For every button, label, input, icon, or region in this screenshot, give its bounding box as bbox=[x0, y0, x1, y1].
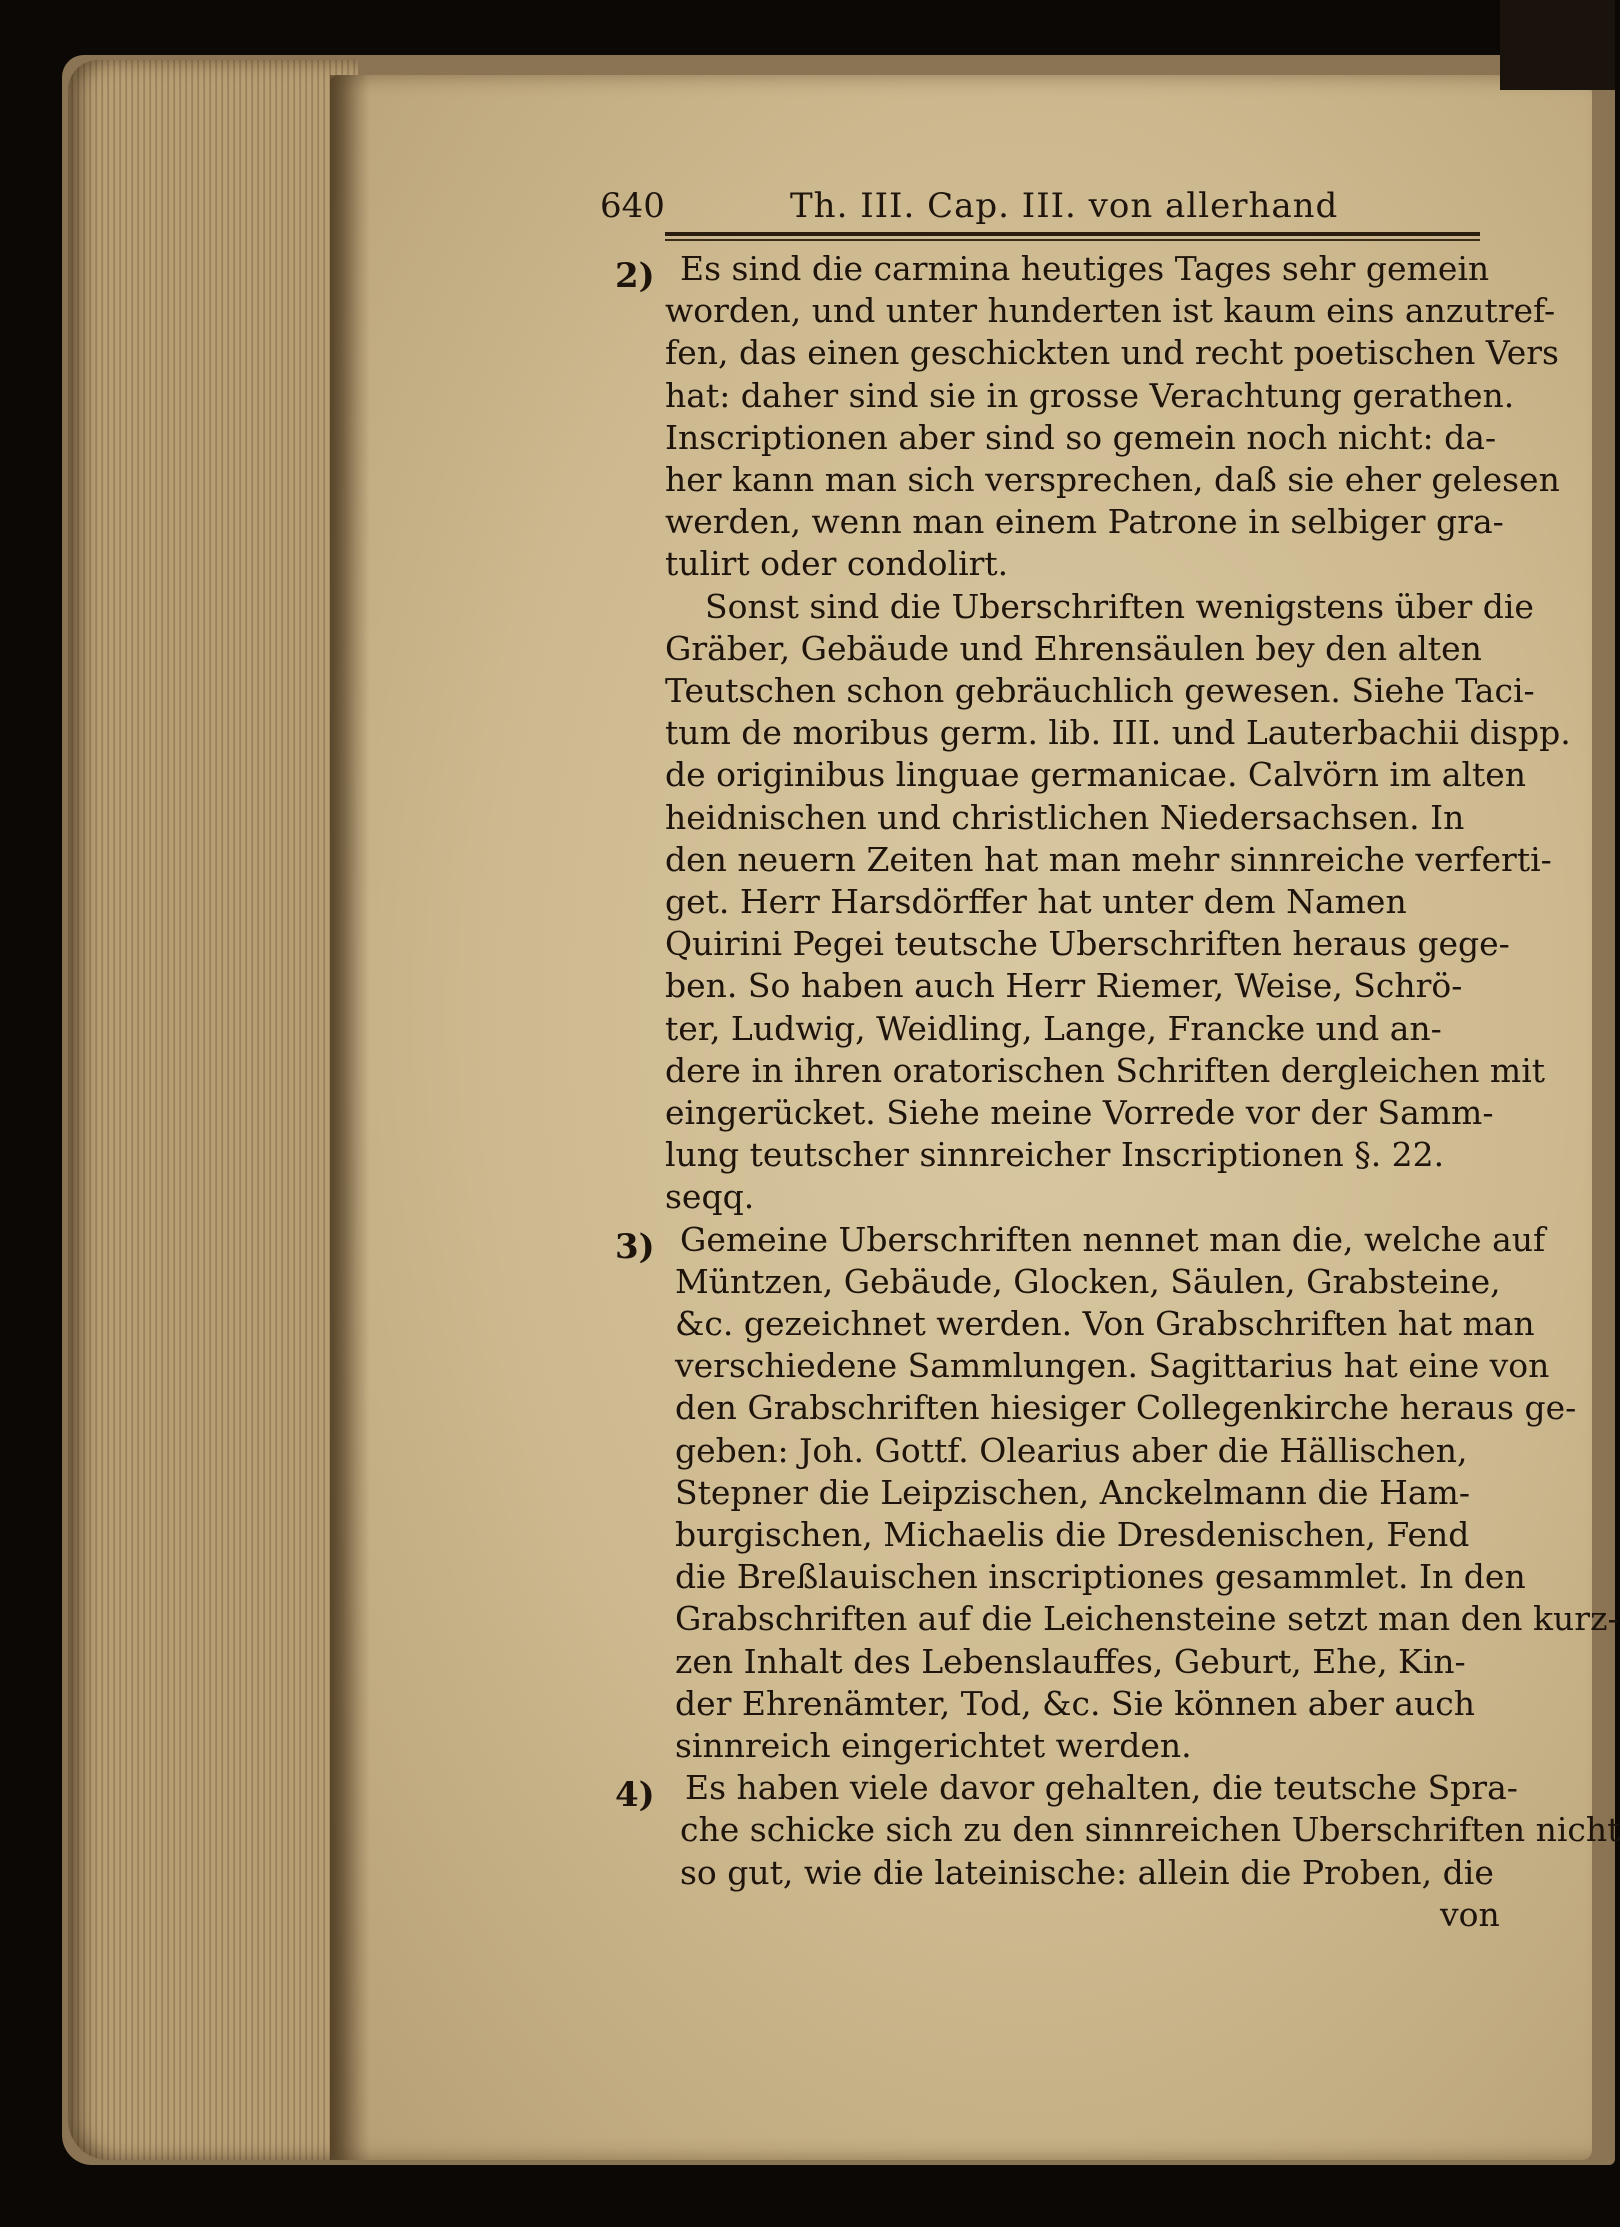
text-line: werden, wenn man einem Patrone in selbiger gra- bbox=[665, 502, 1504, 542]
text-line: worden, und unter hunderten ist kaum eins anzutref- bbox=[665, 291, 1556, 331]
text-line: seqq. bbox=[665, 1177, 755, 1217]
text-line: eingerücket. Siehe meine Vorrede vor der Samm- bbox=[665, 1093, 1494, 1132]
text-line: tulirt oder condolirt. bbox=[665, 544, 1009, 584]
text-line: &c. gezeichnet werden. Von Grabschriften hat man bbox=[675, 1304, 1535, 1343]
text-line: Es haben viele davor gehalten, die teutsche Spra- bbox=[685, 1768, 1518, 1808]
text-line: de originibus linguae germanicae. Calvörn im alten bbox=[665, 755, 1527, 795]
page-block-edges bbox=[68, 60, 358, 2160]
text-line: Sonst sind die Uberschriften wenigstens über die bbox=[705, 586, 1534, 626]
text-line: her kann man sich versprechen, daß sie eher gelesen bbox=[665, 460, 1560, 499]
text-line: verschiedene Sammlungen. Sagittarius hat eine von bbox=[675, 1346, 1550, 1386]
text-line: lung teutscher sinnreicher Inscriptionen §. 22. bbox=[665, 1135, 1445, 1175]
item-number: 3) bbox=[615, 1226, 655, 1267]
item-number: 2) bbox=[615, 256, 655, 296]
text-line: burgischen, Michaelis die Dresdenischen, Fend bbox=[675, 1515, 1470, 1554]
text-line: Es sind die carmina heutiges Tages sehr gemein bbox=[680, 249, 1490, 288]
running-header bbox=[600, 178, 1500, 238]
running-title: Th. III. Cap. III. von allerhand bbox=[790, 186, 1339, 226]
text-line: der Ehrenämter, Tod, &c. Sie können aber auch bbox=[675, 1683, 1476, 1723]
text-line: so gut, wie die lateinische: allein die Proben, die bbox=[680, 1852, 1494, 1892]
text-line: ben. So haben auch Herr Riemer, Weise, Schrö- bbox=[665, 966, 1463, 1006]
item-number: 4) bbox=[615, 1775, 655, 1816]
header-rule-thin bbox=[665, 239, 1480, 241]
text-line: get. Herr Harsdörffer hat unter dem Namen bbox=[665, 882, 1407, 921]
text-line: den neuern Zeiten hat man mehr sinnreiche verferti- bbox=[665, 839, 1552, 879]
text-line: hat: daher sind sie in grosse Verachtung gerathen. bbox=[665, 375, 1515, 415]
text-line: dere in ihren oratorischen Schriften dergleichen mit bbox=[665, 1050, 1546, 1090]
text-line: sinnreich eingerichtet werden. bbox=[675, 1726, 1192, 1765]
page-number: 640 bbox=[600, 186, 665, 226]
gutter-shadow bbox=[330, 75, 370, 2160]
text-line: ter, Ludwig, Weidling, Lange, Francke und an- bbox=[665, 1008, 1442, 1048]
text-line: Gräber, Gebäude und Ehrensäulen bey den alten bbox=[665, 628, 1482, 668]
text-line: den Grabschriften hiesiger Collegenkirche heraus ge- bbox=[675, 1388, 1577, 1428]
text-line: tum de moribus germ. lib. III. und Lauterbachii dispp. bbox=[665, 713, 1571, 753]
text-line: geben: Joh. Gottf. Olearius aber die Hällischen, bbox=[675, 1430, 1468, 1470]
text-line: die Breßlauischen inscriptiones gesammlet. In den bbox=[675, 1557, 1526, 1597]
text-line: Quirini Pegei teutsche Uberschriften heraus gege- bbox=[665, 924, 1510, 964]
header-rule bbox=[665, 232, 1480, 236]
text-line: che schicke sich zu den sinnreichen Uberschriften nicht bbox=[680, 1810, 1620, 1850]
text-line: von bbox=[1440, 1894, 1500, 1934]
text-line: Grabschriften auf die Leichensteine setzt man den kurz- bbox=[675, 1599, 1619, 1639]
text-line: zen Inhalt des Lebenslauffes, Geburt, Ehe, Kin- bbox=[675, 1641, 1466, 1681]
text-line: Gemeine Uberschriften nennet man die, welche auf bbox=[680, 1219, 1546, 1259]
text-line: fen, das einen geschickten und recht poetischen Vers bbox=[665, 333, 1559, 373]
text-line: Inscriptionen aber sind so gemein noch nicht: da- bbox=[665, 417, 1497, 457]
text-line: Stepner die Leipzischen, Anckelmann die Ham- bbox=[675, 1472, 1470, 1512]
facing-page-edge bbox=[1500, 0, 1615, 90]
text-line: heidnischen und christlichen Niedersachsen. In bbox=[665, 797, 1465, 837]
text-line: Teutschen schon gebräuchlich gewesen. Siehe Taci- bbox=[665, 671, 1535, 710]
text-line: Müntzen, Gebäude, Glocken, Säulen, Grabsteine, bbox=[675, 1261, 1501, 1301]
